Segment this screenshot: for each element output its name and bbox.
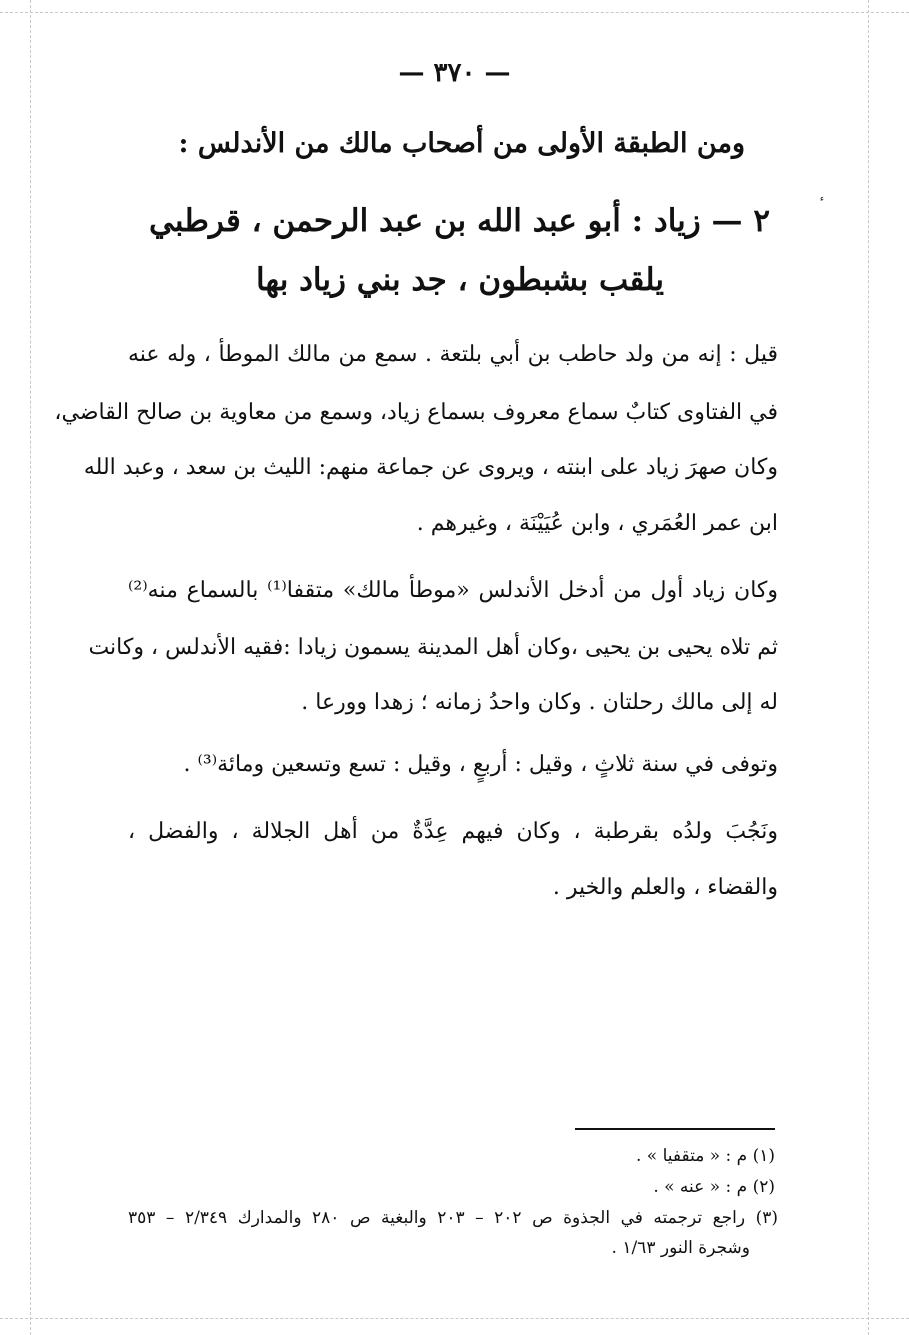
footnote-1: (١) م : « متقفيا » . [635,1146,775,1166]
scan-guide-line [0,12,909,13]
paragraph-3-line-1: وتوفى في سنة ثلاثٍ ، وقيل : أربعٍ ، وقيل : تسع وتسعين ومائة⁽³⁾ . [183,752,778,777]
paragraph-1-line-1: قيل : إنه من ولد حاطب بن أبي بلتعة . سمع من مالك الموطأ ، وله عنه [128,342,778,367]
scan-guide-line [30,0,31,1335]
footnote-2: (٢) م : « عنه » . [653,1177,775,1197]
scan-guide-line [0,1318,909,1319]
paragraph-2-line-2: ثم تلاه يحيى بن يحيى ،وكان أهل المدينة يسمون زيادا :فقيه الأندلس ، وكانت [88,635,778,660]
footnote-3-continuation: وشجرة النور ١/٦٣ . [611,1238,750,1258]
footnote-separator [575,1128,775,1130]
paragraph-1-line-2: في الفتاوى كتابٌ سماع معروف بسماع زياد، وسمع من معاوية بن صالح القاضي، [54,400,778,425]
paragraph-2-line-1: وكان زياد أول من أدخل الأندلس «موطأ مالك» متقفا⁽¹⁾ بالسماع منه⁽²⁾ [128,578,779,603]
paragraph-4-line-2: والقضاء ، والعلم والخير . [552,875,778,900]
entry-title-line-2: يلقب بشبطون ، جد بني زياد بها [255,262,665,298]
section-intro: ومن الطبقة الأولى من أصحاب مالك من الأندلس : [178,128,745,159]
paragraph-2-line-3: له إلى مالك رحلتان . وكان واحدُ زمانه ؛ زهدا وورعا . [301,690,778,715]
paragraph-1-line-4: ابن عمر العُمَري ، وابن عُيَيْنَة ، وغيرهم . [416,511,778,536]
entry-title-line-1: ٢ — زياد : أبو عبد الله بن عبد الرحمن ، قرطبي [149,203,770,239]
footnote-3: (٣) راجع ترجمته في الجذوة ص ٢٠٢ – ٢٠٣ والبغية ص ٢٨٠ والمدارك ٢/٣٤٩ – ٣٥٣ [128,1208,779,1228]
paragraph-4-line-1: ونَجُبَ ولدُه بقرطبة ، وكان فيهم عِدَّةٌ من أهل الجلالة ، والفضل ، [128,819,778,844]
page-number: — ٣٧٠ — [398,58,511,88]
paragraph-1-line-3: وكان صهرَ زياد على ابنته ، ويروى عن جماعة منهم: الليث بن سعد ، وعبد الله [83,455,778,480]
scan-guide-line [868,0,869,1335]
